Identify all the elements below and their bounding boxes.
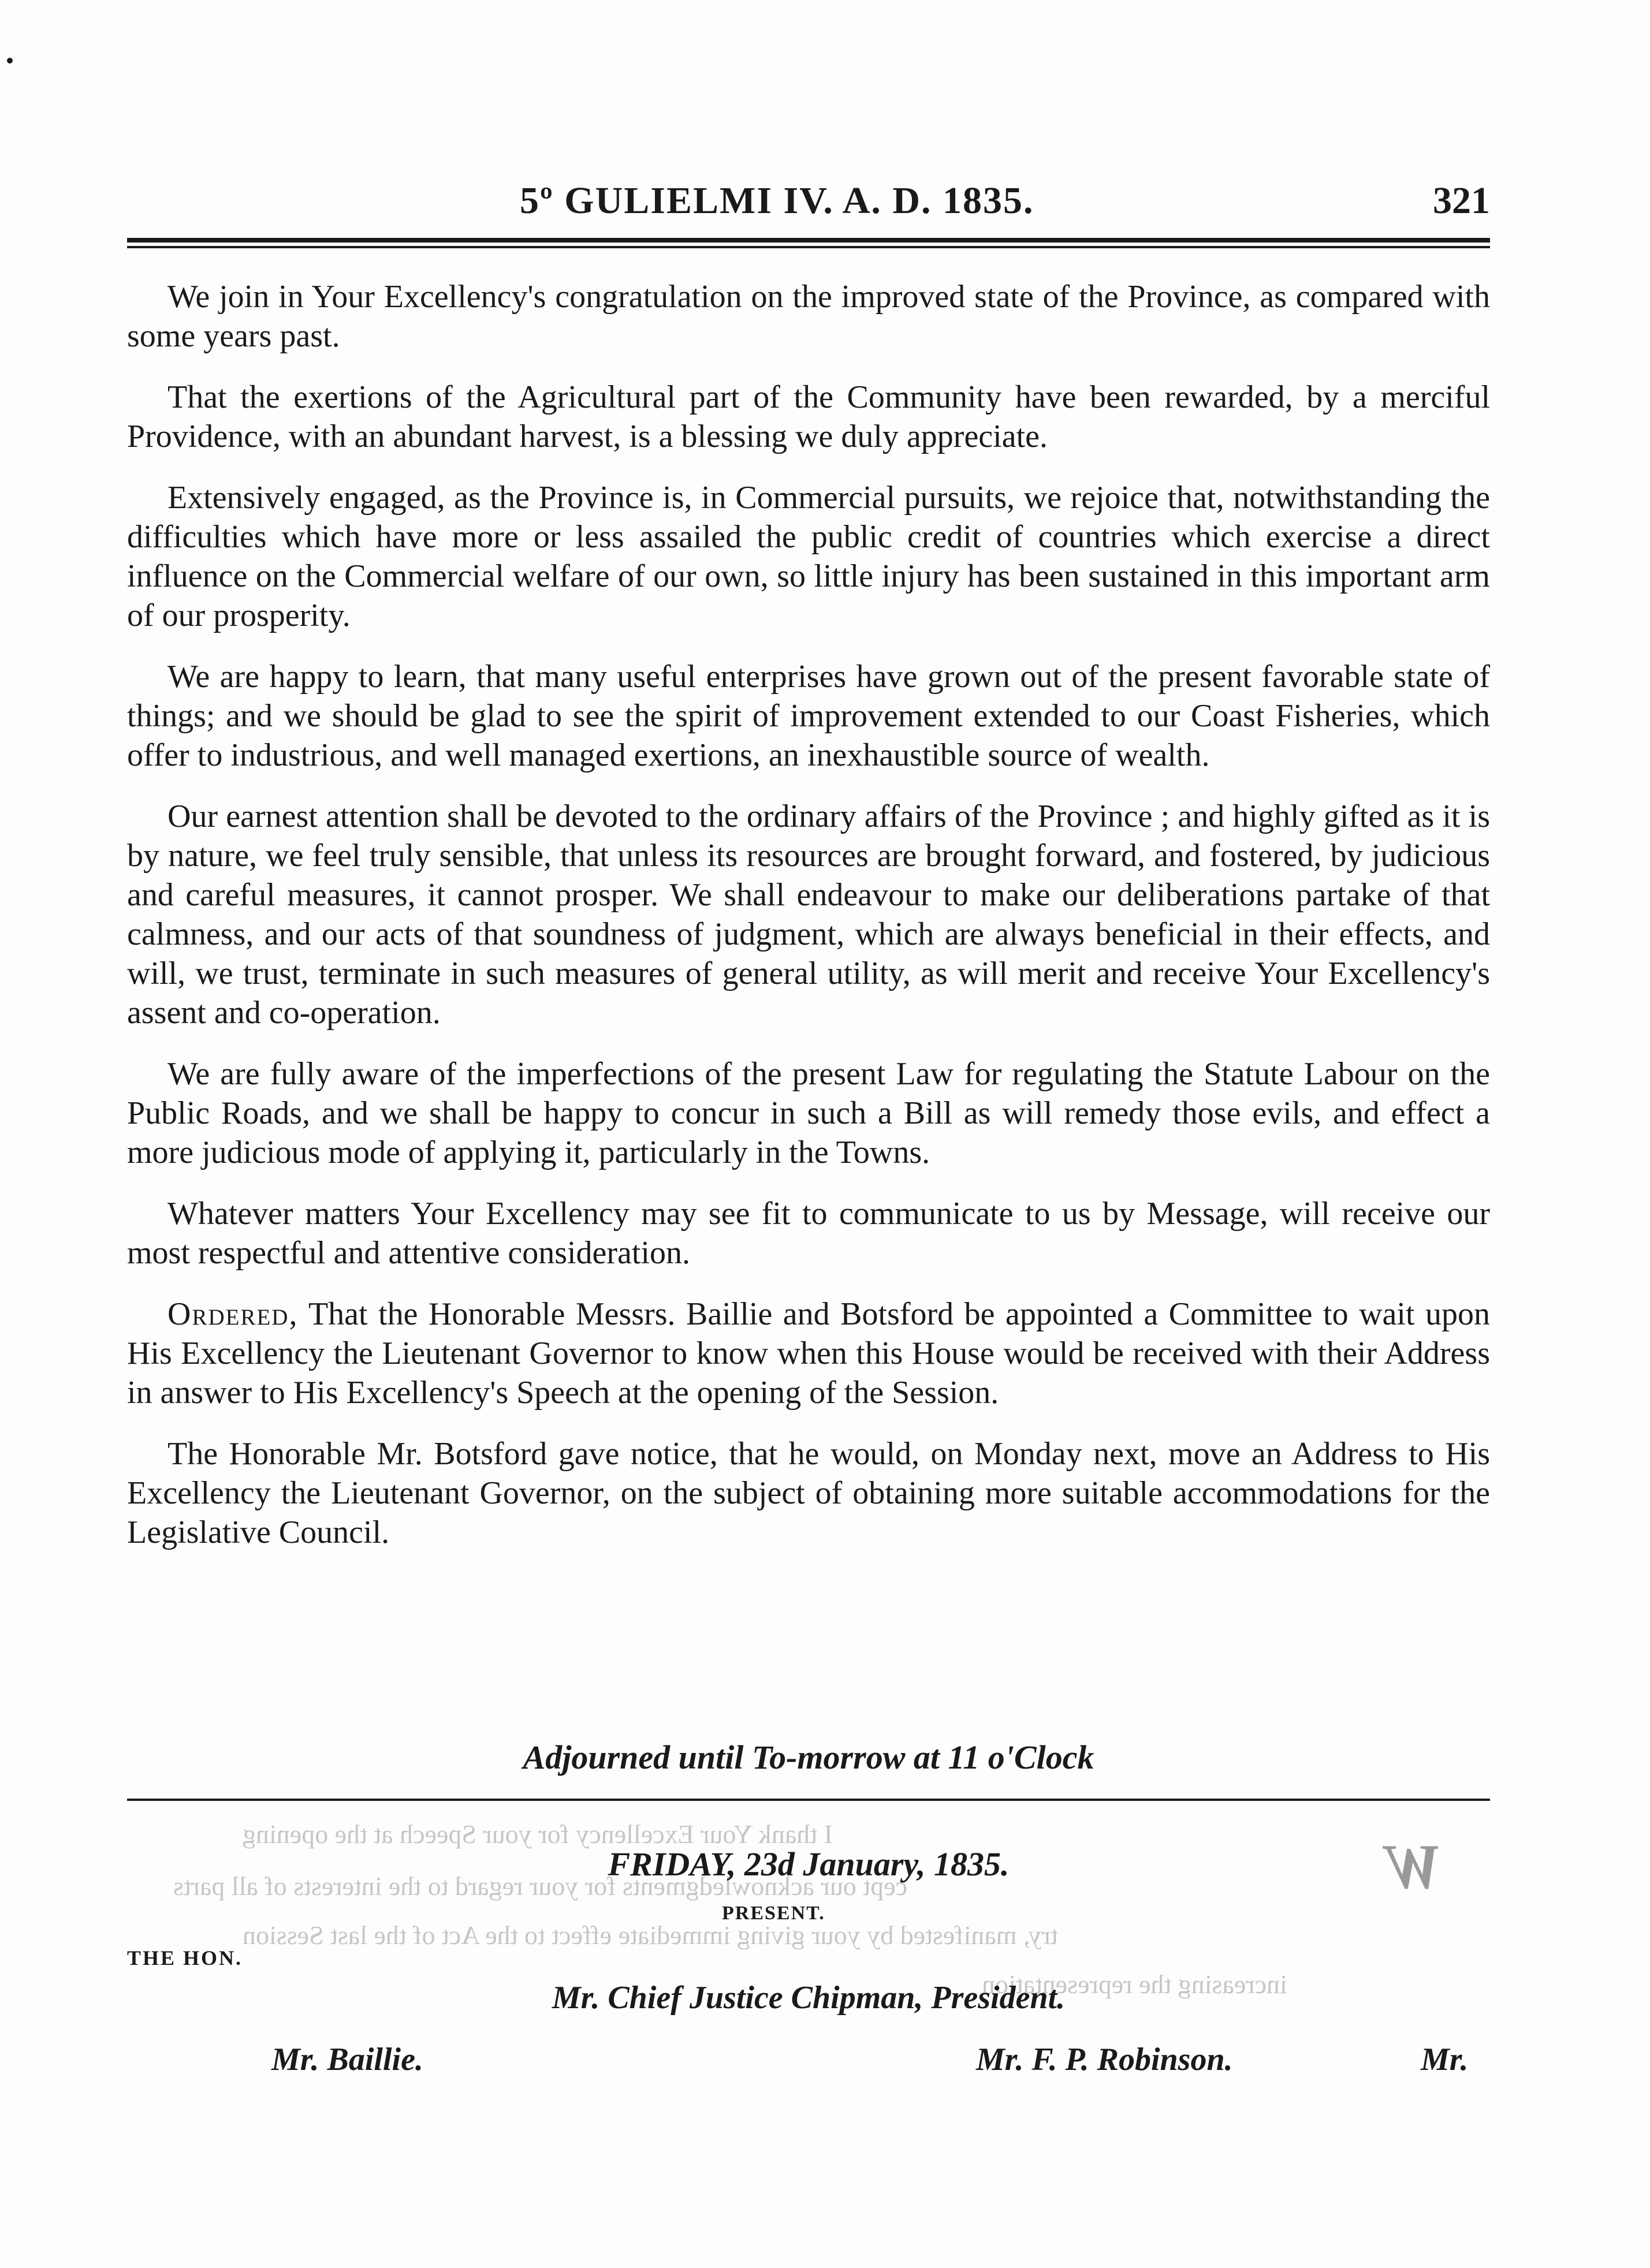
- running-head: 5º GULIELMI IV. A. D. 1835.: [520, 180, 1034, 222]
- ordered-paragraph: [127, 1295, 1490, 1412]
- bleed-through-text: increasing the representation: [982, 1969, 1287, 1999]
- bleed-through-text: try, manifested by your giving immediate effect to the Act of the last Session: [243, 1920, 1058, 1950]
- paragraph: Extensively engaged, as the Province is, in Commercial pursuits, we rejoice that, notwithstanding the difficulties which have more or less assailed the public credit of countries which exercise a direct influence on the Commercial welfare of our own, so little injury has been sustained in this important arm of our prosperity.: [127, 480, 1490, 633]
- present-label: PRESENT.: [722, 1903, 825, 1924]
- bleed-through-text: cept our acknowledgments for your regard to the interests of all parts: [173, 1871, 907, 1901]
- paragraph: Whatever matters Your Excellency may see fit to communicate to us by Message, will receive our most respectful and attentive consideration.: [127, 1196, 1490, 1271]
- paragraph: We join in Your Excellency's congratulation on the improved state of the Province, as compared with some years past.: [127, 279, 1490, 354]
- member-name: Mr.: [1421, 2042, 1469, 2077]
- the-hon-label: THE HON.: [127, 1946, 243, 1969]
- member-name: Mr. F. P. Robinson.: [976, 2042, 1233, 2077]
- ordered-label: Ordered,: [167, 1296, 299, 1332]
- ordered-text: That the Honorable Messrs. Baillie and Botsford be appointed a Committee to wait upon His Excellency the Lieutenant Governor to know when this House would be received with their Address in answer to His Excellency's Speech at the opening of the Session.: [127, 1296, 1490, 1411]
- bleed-through-initial: W: [1386, 1831, 1443, 1902]
- paragraph: That the exertions of the Agricultural part of the Community have been rewarded, by a merciful Providence, with an abundant harvest, is a blessing we duly appreciate.: [127, 379, 1490, 454]
- notice-paragraph: The Honorable Mr. Botsford gave notice, that he would, on Monday next, move an Address to His Excellency the Lieutenant Governor, on the subject of obtaining more suitable accommodations for the Legislative Council.: [127, 1436, 1490, 1550]
- header-rule: [127, 238, 1490, 248]
- ink-speck: [7, 58, 13, 64]
- page-header: [127, 173, 1490, 225]
- bleed-through-text: I thank Your Excellency for your Speech at the opening: [243, 1819, 833, 1849]
- paragraph: We are fully aware of the imperfections of the present Law for regulating the Statute Labour on the Public Roads, and we shall be happy to concur in such a Bill as will remedy those evils, and effect a more judicious mode of applying it, particularly in the Towns.: [127, 1056, 1490, 1170]
- sitting-date: FRIDAY, 23d January, 1835.: [608, 1845, 1010, 1883]
- member-name: Mr. Baillie.: [271, 2042, 423, 2077]
- body-text: [127, 277, 1490, 1574]
- paragraph: Our earnest attention shall be devoted to the ordinary affairs of the Province ; and highly gifted as it is by nature, we feel truly sensible, that unless its resources are brought forward, and fostered, by judicious and careful measures, it cannot prosper. We shall endeavour to make our deliberations partake of that calmness, and our acts of that soundness of judgment, which are always beneficial in their effects, and will, we trust, terminate in such measures of general utility, as will merit and receive Your Excellency's assent and co-operation.: [127, 799, 1490, 1031]
- adjournment-line: Adjourned until To-morrow at 11 o'Clock: [523, 1739, 1094, 1776]
- section-rule: [127, 1799, 1490, 1801]
- president-line: Mr. Chief Justice Chipman, President.: [552, 1980, 1066, 2016]
- page-number: 321: [1433, 180, 1490, 222]
- paragraph: We are happy to learn, that many useful enterprises have grown out of the present favorable state of things; and we should be glad to see the spirit of improvement extended to our Coast Fisheries, which offer to industrious, and well managed exertions, an inexhaustible source of wealth.: [127, 659, 1490, 773]
